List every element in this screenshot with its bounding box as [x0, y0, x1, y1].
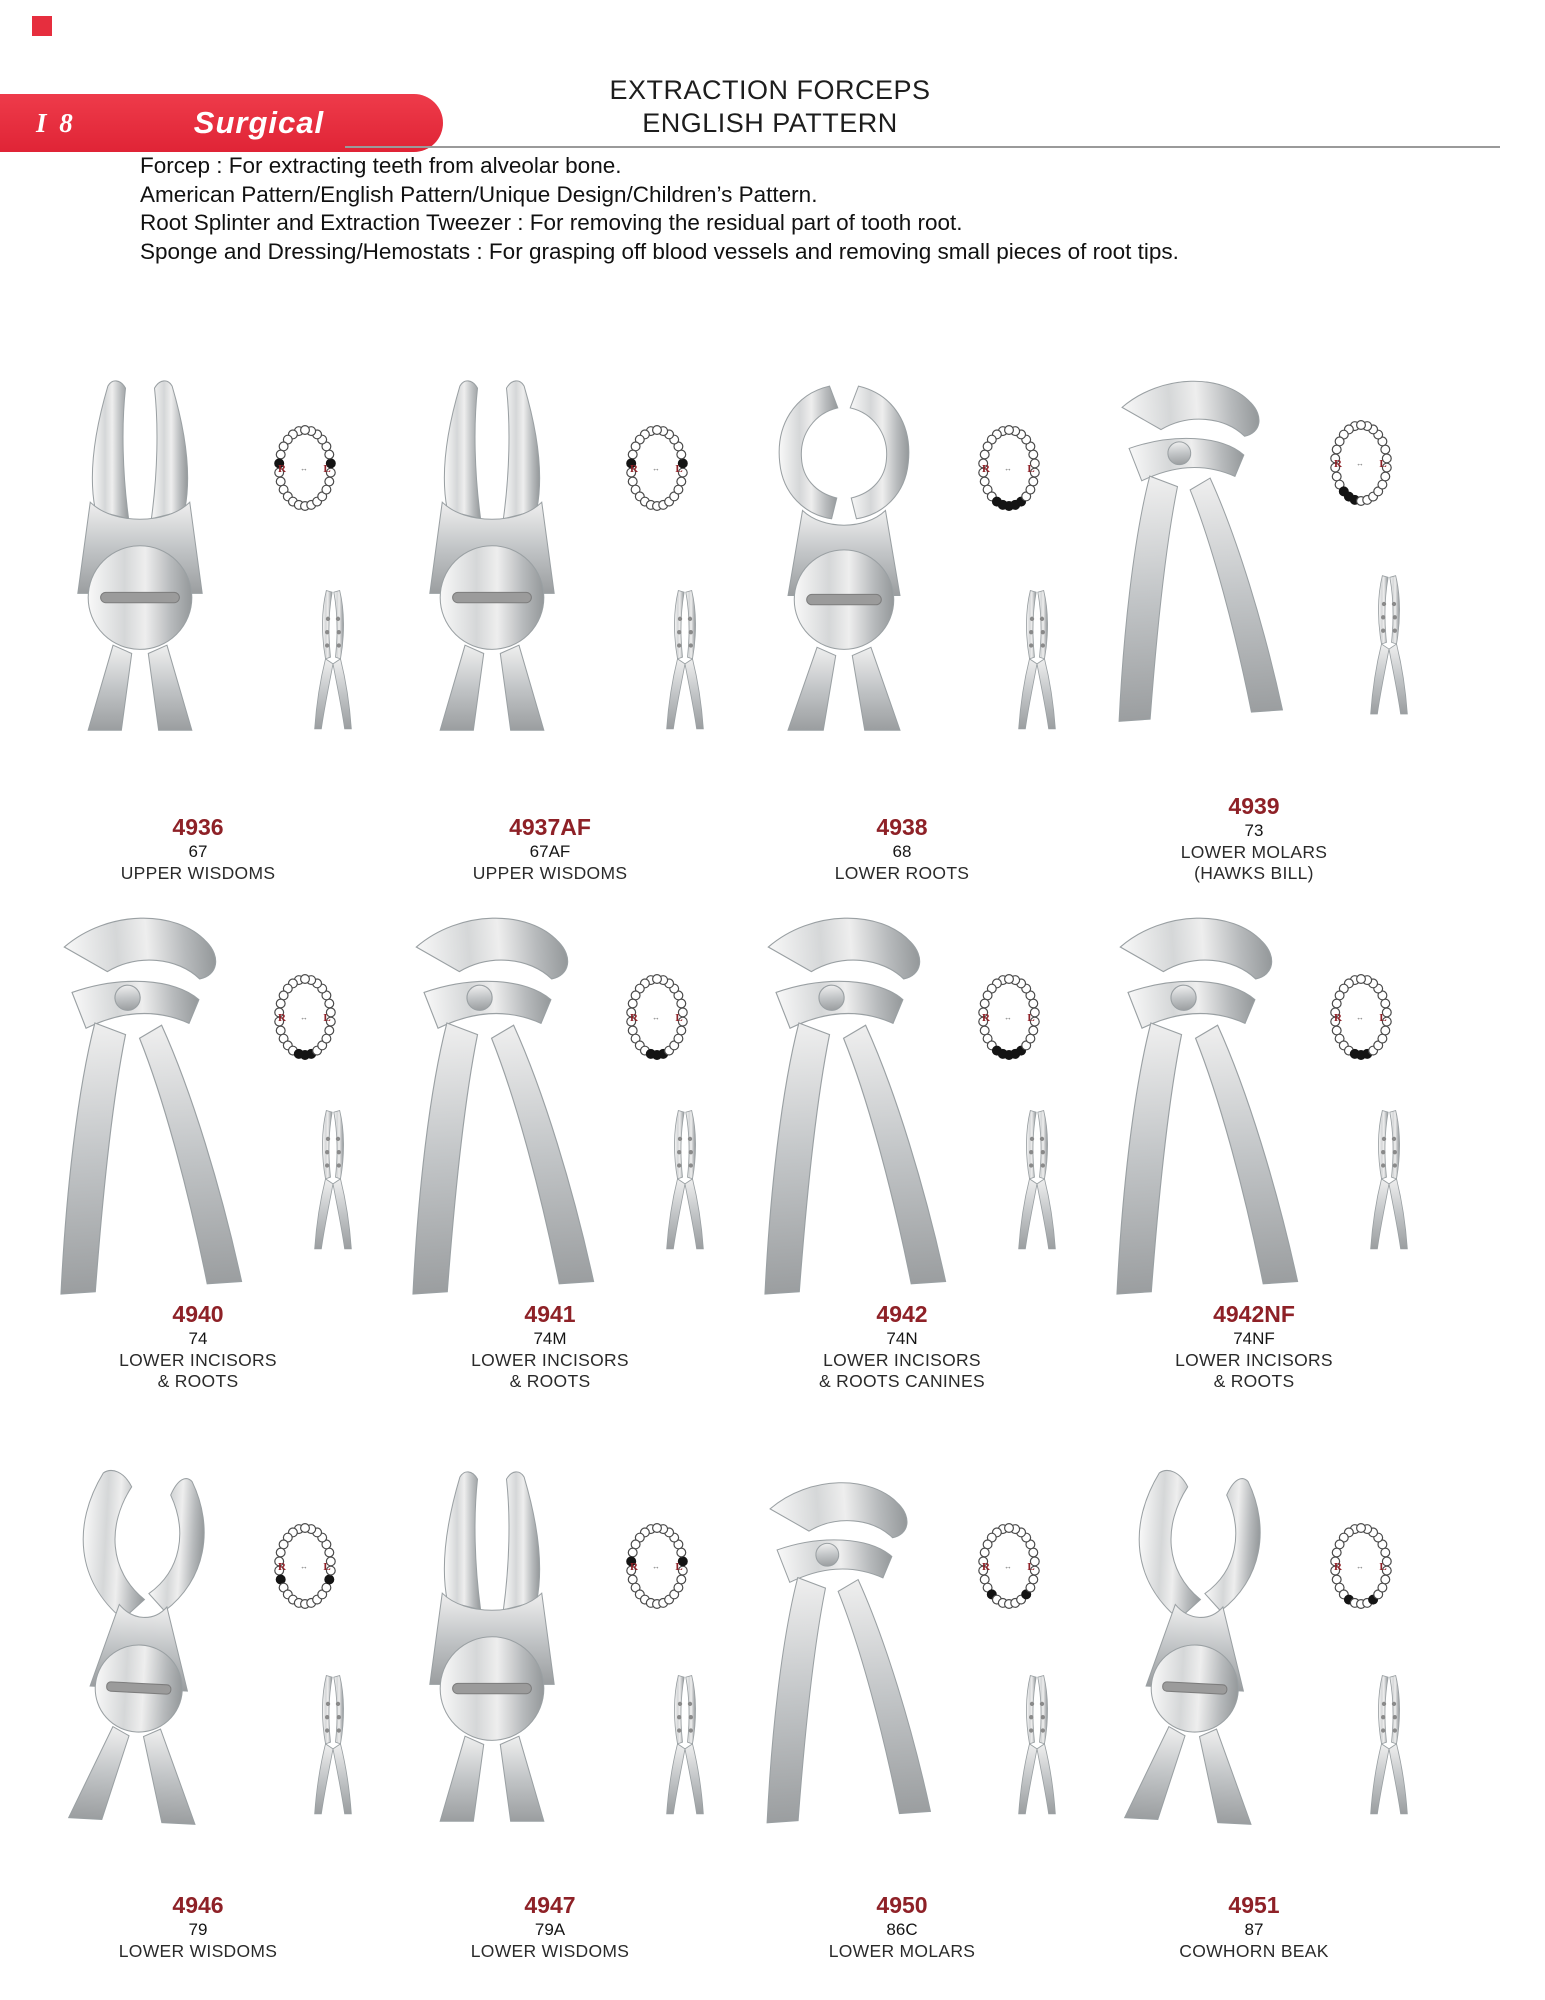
forceps-photo — [378, 300, 606, 808]
product-size-code: 79 — [188, 1920, 208, 1939]
tooth-dot — [677, 999, 686, 1008]
tooth-dot — [1332, 1548, 1341, 1557]
tooth-dot — [301, 425, 310, 434]
tooth-dot — [677, 477, 686, 486]
product-photo-area — [374, 298, 726, 814]
tooth-arch-diagram — [624, 422, 690, 514]
tooth-dot — [980, 1575, 989, 1584]
tooth-arch-diagram — [1328, 1520, 1394, 1612]
diagram-left-label: L — [1027, 1560, 1035, 1573]
product-description: UPPER WISDOMS — [472, 863, 628, 883]
product-code: 4940 — [172, 1301, 224, 1327]
product-size-code: 74 — [188, 1329, 208, 1348]
tooth-dot — [653, 1523, 662, 1532]
diagram-left-label: L — [1379, 1560, 1387, 1573]
product-card — [726, 1402, 1078, 1968]
product-description: UPPER WISDOMS — [120, 863, 276, 883]
tooth-dot — [983, 1540, 992, 1549]
diagram-arrow: ↔ — [300, 1561, 308, 1571]
tooth-dot — [674, 1583, 683, 1592]
product-size-code: 67 — [188, 842, 208, 861]
product-caption — [1078, 793, 1430, 890]
tooth-dot — [631, 991, 640, 1000]
product-card — [726, 298, 1078, 890]
diagram-arrow: ↔ — [300, 463, 308, 473]
product-card — [22, 1402, 374, 1968]
tooth-arch-diagram — [976, 422, 1042, 514]
tooth-dot — [653, 974, 662, 983]
product-card — [22, 298, 374, 890]
product-caption — [22, 814, 374, 890]
product-code: 4941 — [524, 1301, 576, 1327]
product-photo-area — [1078, 898, 1430, 1301]
tooth-dot — [1029, 1026, 1038, 1035]
tooth-dot — [325, 1575, 334, 1584]
tooth-dot — [276, 477, 285, 486]
product-row-1 — [22, 298, 1430, 890]
tooth-dot — [628, 477, 637, 486]
product-size-code: 74N — [886, 1329, 918, 1348]
product-card — [1078, 298, 1430, 890]
product-description: LOWER MOLARS — [828, 1941, 976, 1961]
product-photo-area — [374, 1402, 726, 1892]
tooth-dot — [279, 991, 288, 1000]
tooth-dot — [677, 450, 686, 459]
product-description-2: & ROOTS — [1213, 1371, 1295, 1391]
product-photo-area — [22, 898, 374, 1301]
product-row-2 — [22, 898, 1430, 1398]
tooth-arch-diagram — [1328, 971, 1394, 1063]
tooth-dot — [322, 485, 331, 494]
product-description-2: & ROOTS — [157, 1371, 239, 1391]
product-description: LOWER INCISORS — [471, 1350, 629, 1370]
tooth-dot — [653, 425, 662, 434]
diagram-right-label: R — [278, 462, 286, 475]
diagram-right-label: R — [982, 462, 990, 475]
product-description: LOWER INCISORS — [1175, 1350, 1333, 1370]
product-caption — [374, 1301, 726, 1398]
diagram-arrow: ↔ — [1004, 1561, 1012, 1571]
diagram-left-label: L — [1027, 1011, 1035, 1024]
forceps-tip-thumbnail — [1012, 541, 1062, 778]
product-size-code: 87 — [1244, 1920, 1264, 1939]
product-card — [374, 1402, 726, 1968]
tooth-dot — [1381, 1026, 1390, 1035]
diagram-arrow: ↔ — [1356, 458, 1364, 468]
tooth-dot — [1026, 1583, 1035, 1592]
tooth-arch-diagram — [624, 971, 690, 1063]
tooth-dot — [980, 450, 989, 459]
diagram-right-label: R — [630, 1011, 638, 1024]
tooth-dot — [322, 1583, 331, 1592]
tooth-dot — [1005, 1523, 1014, 1532]
tooth-dot — [279, 442, 288, 451]
diagram-right-label: R — [278, 1011, 286, 1024]
tooth-dot — [1335, 437, 1344, 446]
forceps-photo — [1063, 892, 1342, 1304]
product-caption — [726, 814, 1078, 890]
tooth-dot — [325, 450, 334, 459]
tooth-dot — [1357, 420, 1366, 429]
forceps-tip-thumbnail — [1012, 1087, 1062, 1272]
product-photo-area — [22, 298, 374, 814]
page-title — [400, 74, 1140, 140]
forceps-photo — [7, 892, 286, 1304]
product-caption — [1078, 1892, 1430, 1968]
tooth-dot — [1332, 1026, 1341, 1035]
tooth-dot — [1381, 1575, 1390, 1584]
product-row-3 — [22, 1402, 1430, 1968]
tooth-dot — [1381, 472, 1390, 481]
tooth-dot — [677, 1548, 686, 1557]
tooth-dot — [1029, 450, 1038, 459]
tooth-dot — [980, 1026, 989, 1035]
tooth-dot — [276, 999, 285, 1008]
product-description: COWHORN BEAK — [1179, 1941, 1329, 1961]
intro-line-2: American Pattern/English Pattern/Unique Design/Children’s Pattern. — [140, 181, 818, 207]
forceps-tip-thumbnail — [660, 1087, 710, 1272]
tooth-dot — [325, 477, 334, 486]
diagram-right-label: R — [982, 1011, 990, 1024]
tooth-dot — [980, 477, 989, 486]
product-size-code: 68 — [892, 842, 912, 861]
diagram-arrow: ↔ — [1004, 1012, 1012, 1022]
product-size-code: 73 — [1244, 821, 1264, 840]
product-photo-area — [1078, 298, 1430, 793]
tooth-dot — [276, 1548, 285, 1557]
tooth-dot — [983, 442, 992, 451]
tooth-dot — [1005, 425, 1014, 434]
forceps-tip-thumbnail — [308, 1087, 358, 1272]
tooth-dot — [325, 1026, 334, 1035]
diagram-arrow: ↔ — [1004, 463, 1012, 473]
product-code: 4950 — [876, 1892, 928, 1918]
tooth-dot — [1378, 1034, 1387, 1043]
tooth-arch-diagram — [272, 971, 338, 1063]
page-badge — [0, 94, 443, 152]
forceps-tip-thumbnail — [1012, 1632, 1062, 1857]
forceps-photo — [713, 1397, 974, 1894]
tooth-dot — [1332, 445, 1341, 454]
tooth-dot — [1381, 445, 1390, 454]
tooth-dot — [980, 1548, 989, 1557]
tooth-dot — [1029, 477, 1038, 486]
tooth-dot — [1378, 480, 1387, 489]
tooth-dot — [1381, 1548, 1390, 1557]
forceps-photo — [730, 300, 958, 808]
diagram-right-label: R — [982, 1560, 990, 1573]
product-description-2: (HAWKS BILL) — [1194, 863, 1314, 883]
product-code: 4937AF — [509, 814, 591, 840]
tooth-dot — [628, 1548, 637, 1557]
tooth-dot — [325, 999, 334, 1008]
tooth-dot — [325, 1548, 334, 1557]
tooth-dot — [677, 1575, 686, 1584]
tooth-dot — [674, 1034, 683, 1043]
diagram-left-label: L — [1379, 1011, 1387, 1024]
forceps-tip-thumbnail — [1364, 1087, 1414, 1272]
product-photo-area — [726, 898, 1078, 1301]
product-photo-area — [1078, 1402, 1430, 1892]
forceps-tip-thumbnail — [660, 1632, 710, 1857]
tooth-dot — [279, 1540, 288, 1549]
product-description: LOWER INCISORS — [823, 1350, 981, 1370]
product-size-code: 86C — [886, 1920, 918, 1939]
product-code: 4936 — [172, 814, 224, 840]
tooth-dot — [1357, 1523, 1366, 1532]
product-code: 4942NF — [1213, 1301, 1295, 1327]
diagram-left-label: L — [1379, 457, 1387, 470]
header-divider — [345, 146, 1500, 148]
diagram-arrow: ↔ — [652, 463, 660, 473]
tooth-dot — [1378, 1583, 1387, 1592]
diagram-left-label: L — [675, 1560, 683, 1573]
tooth-dot — [1335, 991, 1344, 1000]
diagram-left-label: L — [323, 1011, 331, 1024]
product-photo-area — [22, 1402, 374, 1892]
product-card — [1078, 1402, 1430, 1968]
product-description: LOWER WISDOMS — [470, 1941, 630, 1961]
forceps-photo — [378, 1404, 606, 1886]
diagram-left-label: L — [323, 1560, 331, 1573]
product-code: 4938 — [876, 814, 928, 840]
diagram-arrow: ↔ — [1356, 1561, 1364, 1571]
tooth-dot — [1029, 1575, 1038, 1584]
product-caption — [726, 1892, 1078, 1968]
intro-line-4: Sponge and Dressing/Hemostats : For grasping off blood vessels and removing small pieces of root tips. — [140, 238, 1179, 264]
tooth-arch-diagram — [1328, 417, 1394, 509]
intro-line-1: Forcep : For extracting teeth from alveolar bone. — [140, 153, 622, 178]
diagram-right-label: R — [630, 1560, 638, 1573]
tooth-dot — [1026, 1034, 1035, 1043]
tooth-dot — [1029, 999, 1038, 1008]
tooth-dot — [276, 1575, 285, 1584]
forceps-tip-thumbnail — [308, 541, 358, 778]
tooth-dot — [1357, 974, 1366, 983]
diagram-arrow: ↔ — [300, 1012, 308, 1022]
diagram-left-label: L — [675, 462, 683, 475]
product-photo-area — [374, 898, 726, 1301]
tooth-dot — [628, 1575, 637, 1584]
product-size-code: 79A — [534, 1920, 566, 1939]
forceps-photo — [1070, 1398, 1323, 1891]
diagram-left-label: L — [675, 1011, 683, 1024]
product-card — [726, 898, 1078, 1398]
tooth-arch-diagram — [272, 422, 338, 514]
diagram-right-label: R — [1334, 1560, 1342, 1573]
forceps-photo — [359, 892, 638, 1304]
product-caption — [22, 1892, 374, 1968]
diagram-left-label: L — [1027, 462, 1035, 475]
product-code: 4939 — [1228, 793, 1280, 819]
tooth-dot — [628, 1026, 637, 1035]
product-description: LOWER ROOTS — [834, 863, 970, 883]
tooth-dot — [1381, 999, 1390, 1008]
product-caption — [22, 1301, 374, 1398]
forceps-photo — [14, 1398, 267, 1891]
diagram-left-label: L — [323, 462, 331, 475]
page-number: I 8 — [36, 107, 76, 138]
diagram-arrow: ↔ — [1356, 1012, 1364, 1022]
forceps-photo — [26, 300, 254, 808]
product-code: 4947 — [524, 1892, 576, 1918]
tooth-dot — [1335, 1540, 1344, 1549]
product-card — [1078, 898, 1430, 1398]
tooth-dot — [631, 442, 640, 451]
product-description: LOWER INCISORS — [119, 1350, 277, 1370]
product-size-code: 74NF — [1233, 1329, 1275, 1348]
diagram-right-label: R — [630, 462, 638, 475]
diagram-right-label: R — [1334, 1011, 1342, 1024]
diagram-right-label: R — [278, 1560, 286, 1573]
forceps-photo — [711, 892, 990, 1304]
product-code: 4942 — [876, 1301, 928, 1327]
forceps-tip-thumbnail — [1364, 531, 1414, 759]
product-size-code: 67AF — [529, 842, 571, 861]
tooth-dot — [276, 1026, 285, 1035]
product-code: 4946 — [172, 1892, 224, 1918]
tooth-dot — [301, 1523, 310, 1532]
tooth-dot — [1332, 1575, 1341, 1584]
intro-text — [140, 152, 1179, 266]
tooth-dot — [628, 999, 637, 1008]
tooth-dot — [631, 1540, 640, 1549]
product-description: LOWER MOLARS — [1180, 842, 1328, 862]
tooth-dot — [980, 999, 989, 1008]
diagram-arrow: ↔ — [652, 1561, 660, 1571]
product-description-2: & ROOTS CANINES — [819, 1371, 985, 1391]
product-description-2: & ROOTS — [509, 1371, 591, 1391]
product-card — [374, 298, 726, 890]
tooth-dot — [628, 450, 637, 459]
page-title-line2: ENGLISH PATTERN — [642, 108, 898, 138]
tooth-arch-diagram — [624, 1520, 690, 1612]
diagram-right-label: R — [1334, 457, 1342, 470]
product-caption — [374, 1892, 726, 1968]
tooth-arch-diagram — [976, 971, 1042, 1063]
page-title-line1: EXTRACTION FORCEPS — [609, 75, 931, 105]
diagram-arrow: ↔ — [652, 1012, 660, 1022]
tooth-dot — [677, 1026, 686, 1035]
tooth-dot — [1005, 974, 1014, 983]
product-description: LOWER WISDOMS — [118, 1941, 278, 1961]
forceps-tip-thumbnail — [1364, 1632, 1414, 1857]
tooth-arch-diagram — [272, 1520, 338, 1612]
tooth-arch-diagram — [976, 1520, 1042, 1612]
tooth-dot — [674, 485, 683, 494]
forceps-photo — [1065, 293, 1326, 795]
product-caption — [726, 1301, 1078, 1398]
tooth-dot — [1029, 1548, 1038, 1557]
tooth-dot — [301, 974, 310, 983]
badge-section-label: Surgical — [193, 105, 325, 140]
forceps-tip-thumbnail — [308, 1632, 358, 1857]
product-caption — [374, 814, 726, 890]
product-card — [374, 898, 726, 1398]
product-photo-area — [726, 1402, 1078, 1892]
intro-line-3: Root Splinter and Extraction Tweezer : For removing the residual part of tooth root. — [140, 210, 963, 235]
forceps-tip-thumbnail — [660, 541, 710, 778]
tooth-dot — [322, 1034, 331, 1043]
tooth-dot — [1332, 999, 1341, 1008]
tooth-dot — [1026, 485, 1035, 494]
product-photo-area — [726, 298, 1078, 814]
tooth-dot — [983, 991, 992, 1000]
product-caption — [1078, 1301, 1430, 1398]
tooth-dot — [276, 450, 285, 459]
product-card — [22, 898, 374, 1398]
product-size-code: 74M — [533, 1329, 567, 1348]
product-code: 4951 — [1228, 1892, 1280, 1918]
tooth-dot — [1332, 472, 1341, 481]
corner-red-mark — [32, 16, 52, 36]
